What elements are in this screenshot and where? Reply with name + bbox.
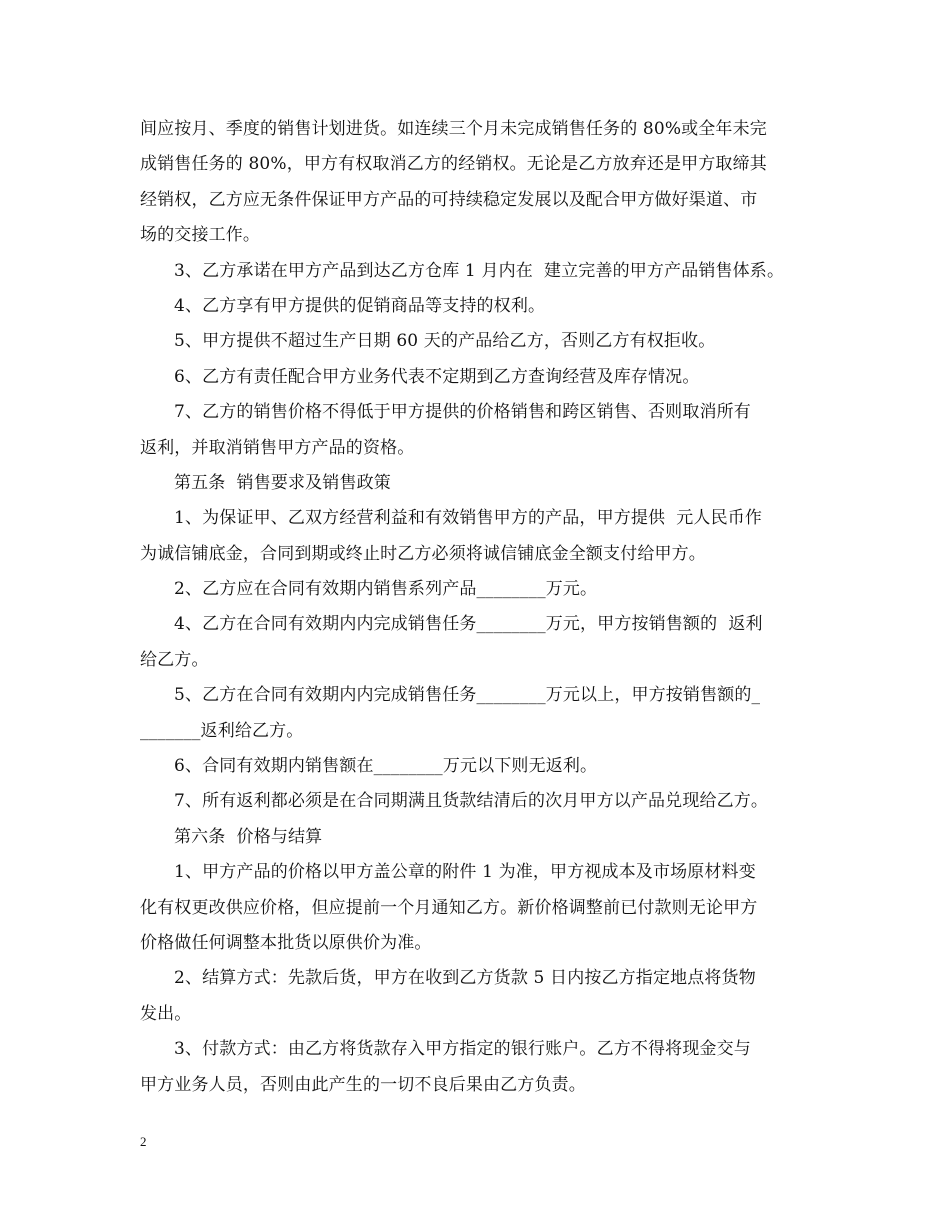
text-line: 返利，并取消销售甲方产品的资格。 xyxy=(140,437,415,458)
text-line: 4、乙方在合同有效期内内完成销售任务________万元，甲方按销售额的 返利 xyxy=(174,614,763,635)
text-line: 2、乙方应在合同有效期内销售系列产品________万元。 xyxy=(174,579,598,600)
text-line: 4、乙方享有甲方提供的促销商品等支持的权利。 xyxy=(174,295,546,316)
text-line: 7、所有返利都必须是在合同期满且货款结清后的次月甲方以产品兑现给乙方。 xyxy=(174,791,769,812)
text-line: 第五条 销售要求及销售政策 xyxy=(174,472,391,493)
text-line: 5、乙方在合同有效期内内完成销售任务________万元以上，甲方按销售额的_ xyxy=(174,685,761,706)
text-line: _______返利给乙方。 xyxy=(140,720,304,741)
document-body xyxy=(140,112,830,1103)
text-line: 给乙方。 xyxy=(140,649,209,670)
text-line: 场的交接工作。 xyxy=(140,225,261,246)
text-line: 第六条 价格与结算 xyxy=(174,826,323,847)
text-line: 5、甲方提供不超过生产日期 60 天的产品给乙方，否则乙方有权拒收。 xyxy=(174,331,716,352)
text-line: 价格做任何调整本批货以原供价为准。 xyxy=(140,932,432,953)
text-line: 1、为保证甲、乙双方经营利益和有效销售甲方的产品，甲方提供 元人民币作 xyxy=(174,508,763,529)
text-line: 发出。 xyxy=(140,1003,192,1024)
text-line: 6、合同有效期内销售额在________万元以下则无返利。 xyxy=(174,756,598,777)
text-line: 2、结算方式：先款后货，甲方在收到乙方货款 5 日内按乙方指定地点将货物 xyxy=(174,968,756,989)
text-line: 甲方业务人员，否则由此产生的一切不良后果由乙方负责。 xyxy=(140,1074,586,1095)
text-line: 3、付款方式：由乙方将货款存入甲方指定的银行账户。乙方不得将现金交与 xyxy=(174,1039,751,1060)
page-number: 2 xyxy=(140,1134,147,1149)
text-line: 经销权，乙方应无条件保证甲方产品的可持续稳定发展以及配合甲方做好渠道、市 xyxy=(140,189,758,210)
text-line: 6、乙方有责任配合甲方业务代表不定期到乙方查询经营及库存情况。 xyxy=(174,366,700,387)
text-line: 为诚信铺底金，合同到期或终止时乙方必须将诚信铺底金全额支付给甲方。 xyxy=(140,543,706,564)
text-line: 成销售任务的 80%，甲方有权取消乙方的经销权。无论是乙方放弃还是甲方取缔其 xyxy=(140,154,767,175)
text-line: 间应按月、季度的销售计划进货。如连续三个月未完成销售任务的 80%或全年未完 xyxy=(140,119,767,139)
text-line: 1、甲方产品的价格以甲方盖公章的附件 1 为准，甲方视成本及市场原材料变 xyxy=(174,862,756,883)
text-line: 7、乙方的销售价格不得低于甲方提供的价格销售和跨区销售、否则取消所有 xyxy=(174,402,751,423)
text-line: 3、乙方承诺在甲方产品到达乙方仓库 1 月内在 建立完善的甲方产品销售体系。 xyxy=(174,260,785,281)
text-line: 化有权更改供应价格，但应提前一个月通知乙方。新价格调整前已付款则无论甲方 xyxy=(140,897,758,918)
